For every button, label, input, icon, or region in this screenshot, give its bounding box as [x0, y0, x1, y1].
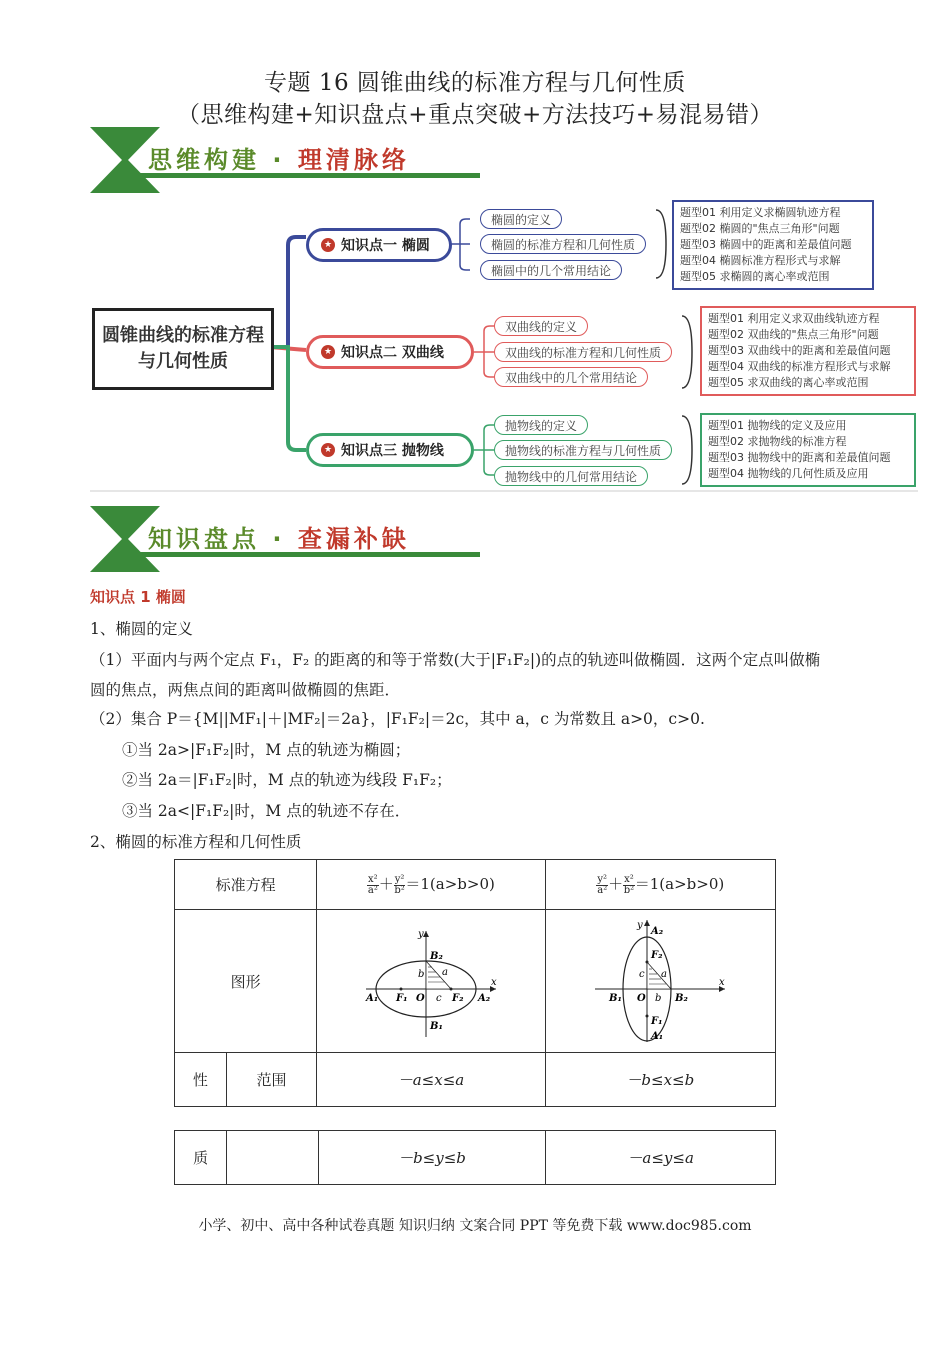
type-item: 题型04 抛物线的几何性质及应用 — [708, 467, 869, 480]
sub-item: 双曲线的标准方程和几何性质 — [494, 342, 672, 362]
eq-denominator: a² — [367, 885, 378, 896]
fig-label: F₁ — [651, 1016, 663, 1027]
fig-label: x — [490, 977, 497, 988]
fig-label: F₂ — [651, 950, 663, 961]
ellipse-properties-table — [174, 859, 776, 1107]
condition-item: ①当 2a>|F₁F₂|时，M 点的轨迹为椭圆； — [122, 741, 411, 759]
branch-label: 知识点一 椭圆 — [341, 238, 430, 254]
fig-label: B₁ — [429, 1021, 443, 1032]
star-icon: ★ — [321, 443, 335, 457]
sub-item: 椭圆的定义 — [480, 209, 562, 229]
fig-label: c — [435, 993, 442, 1004]
figure-vertical-ellipse — [545, 910, 775, 1053]
eq-tail: ＝1(a>b>0) — [634, 875, 725, 893]
type-item: 题型05 求椭圆的离心率或范围 — [680, 270, 830, 283]
fig-label: B₁ — [609, 993, 623, 1004]
section-banner-knowledge — [90, 506, 482, 572]
range-x-horizontal: －a≤x≤a — [317, 1053, 545, 1107]
sub-item: 抛物线中的几何常用结论 — [494, 466, 648, 486]
star-icon: ★ — [321, 345, 335, 359]
empty-cell — [227, 1131, 318, 1185]
type-item: 题型04 椭圆标准方程形式与求解 — [680, 254, 841, 267]
fig-label: A₂ — [651, 926, 664, 937]
branch-hyperbola — [306, 335, 474, 369]
type-item: 题型03 椭圆中的距离和差最值问题 — [680, 238, 852, 251]
header-standard-equation: 标准方程 — [175, 860, 317, 910]
sub-item: 抛物线的标准方程与几何性质 — [494, 440, 672, 460]
fig-label: O — [415, 993, 425, 1004]
header-figure: 图形 — [175, 910, 317, 1053]
vertical-ellipse-diagram — [585, 914, 735, 1044]
paragraph: 圆的焦点，两焦点间的距离叫做椭圆的焦距． — [90, 681, 401, 699]
page-footer: 小学、初中、高中各种试卷真题 知识归纳 文案合同 PPT 等免费下载 www.doc985.com — [198, 1218, 752, 1234]
mind-map — [90, 192, 918, 492]
fig-label: B₂ — [675, 993, 689, 1004]
branch-parabola — [306, 433, 474, 467]
banner-text-green: 知识盘点 · — [148, 525, 298, 553]
fig-label: y — [417, 929, 424, 940]
fig-label: a — [661, 969, 668, 980]
banner-text-red: 查漏补缺 — [297, 525, 410, 553]
type-item: 题型03 抛物线中的距离和差最值问题 — [708, 451, 891, 464]
condition-item: ②当 2a＝|F₁F₂|时，M 点的轨迹为线段 F₁F₂； — [122, 771, 452, 789]
condition-item: ③当 2a<|F₁F₂|时，M 点的轨迹不存在． — [122, 802, 411, 820]
eq-tail: ＝1(a>b>0) — [405, 875, 495, 893]
fig-label: b — [417, 969, 425, 980]
sub-item: 椭圆的标准方程和几何性质 — [480, 234, 646, 254]
fig-label: b — [655, 993, 662, 1004]
fig-label: A₂ — [477, 993, 491, 1004]
banner-text-green: 思维构建 · — [148, 146, 298, 174]
type-item: 题型02 求抛物线的标准方程 — [708, 435, 847, 448]
branch-label: 知识点三 抛物线 — [341, 443, 444, 459]
paragraph: （1）平面内与两个定点 F₁，F₂ 的距离的和等于常数(大于|F₁F₂|)的点的轨迹叫做椭圆．这两个定点叫做椭 — [90, 651, 821, 669]
type-list-ellipse — [672, 200, 874, 290]
range-y-horizontal: －b≤y≤b — [318, 1131, 546, 1185]
figure-horizontal-ellipse — [317, 910, 545, 1053]
type-item: 题型03 双曲线中的距离和差最值问题 — [708, 344, 891, 357]
range-y-vertical: －a≤y≤a — [546, 1131, 776, 1185]
eq-numerator: y² — [394, 874, 405, 885]
ellipse-properties-table-continued — [174, 1130, 776, 1185]
sub-item: 双曲线的定义 — [494, 316, 588, 336]
eq-denominator: b² — [394, 885, 405, 896]
section-heading: 1、椭圆的定义 — [90, 620, 193, 638]
header-range: 范围 — [226, 1053, 316, 1107]
range-x-vertical: －b≤x≤b — [545, 1053, 775, 1107]
mind-map-root: 圆锥曲线的标准方程与几何性质 — [92, 308, 274, 390]
type-list-hyperbola — [700, 306, 916, 396]
horizontal-ellipse-diagram — [356, 919, 506, 1039]
fig-label: O — [637, 993, 647, 1004]
type-item: 题型05 求双曲线的离心率或范围 — [708, 376, 869, 389]
type-list-parabola — [700, 413, 916, 487]
sub-item: 椭圆中的几个常用结论 — [480, 260, 622, 280]
header-property: 性 — [175, 1053, 227, 1107]
type-item: 题型01 利用定义求双曲线轨迹方程 — [708, 312, 880, 325]
doc-title: 专题 16 圆锥曲线的标准方程与几何性质 — [264, 70, 686, 96]
fig-label: y — [637, 920, 643, 931]
eq-denominator: a² — [597, 885, 608, 896]
eq-numerator: y² — [597, 874, 608, 885]
branch-ellipse — [306, 228, 452, 262]
header-property: 质 — [175, 1131, 227, 1185]
equation-vertical: $\frac{\text{y²}}{\text{a²}}+\frac{\text{x²}}{\text{b²}}=1(a>b>0)$ — [545, 860, 775, 910]
section-banner-mindmap — [90, 127, 482, 193]
sub-item: 双曲线中的几个常用结论 — [494, 367, 648, 387]
eq-denominator: b² — [623, 885, 635, 896]
type-item: 题型02 双曲线的"焦点三角形"问题 — [708, 328, 879, 341]
fig-label: B₂ — [429, 951, 443, 962]
type-item: 题型01 利用定义求椭圆轨迹方程 — [680, 206, 841, 219]
fig-label: a — [441, 967, 448, 978]
type-item: 题型04 双曲线的标准方程形式与求解 — [708, 360, 891, 373]
fig-label: A₁ — [651, 1031, 664, 1042]
equation-horizontal: $\frac{\text{x²}}{\text{a²}}+\frac{\text{y²}}{\text{b²}}=1(a>b>0)$ — [317, 860, 545, 910]
eq-numerator: x² — [624, 874, 634, 885]
type-item: 题型02 椭圆的"焦点三角形"问题 — [680, 222, 840, 235]
fig-label: F₁ — [395, 993, 408, 1004]
eq-numerator: x² — [368, 874, 378, 885]
branch-label: 知识点二 双曲线 — [341, 345, 444, 361]
fig-label: F₂ — [451, 993, 464, 1004]
section-heading: 2、椭圆的标准方程和几何性质 — [90, 833, 302, 851]
fig-label: x — [719, 977, 725, 988]
star-icon: ★ — [321, 238, 335, 252]
type-item: 题型01 抛物线的定义及应用 — [708, 419, 847, 432]
doc-subtitle: （思维构建+知识盘点+重点突破+方法技巧+易混易错） — [176, 102, 774, 128]
fig-label: c — [639, 969, 645, 980]
banner-text-red: 理清脉络 — [297, 146, 410, 174]
paragraph: （2）集合 P＝{M||MF₁|＋|MF₂|＝2a}，|F₁F₂|＝2c，其中 a，c 为常数且 a>0，c>0. — [90, 710, 705, 728]
sub-item: 抛物线的定义 — [494, 415, 588, 435]
knowledge-point-heading: 知识点 1 椭圆 — [90, 588, 186, 606]
fig-label: A₁ — [365, 993, 379, 1004]
